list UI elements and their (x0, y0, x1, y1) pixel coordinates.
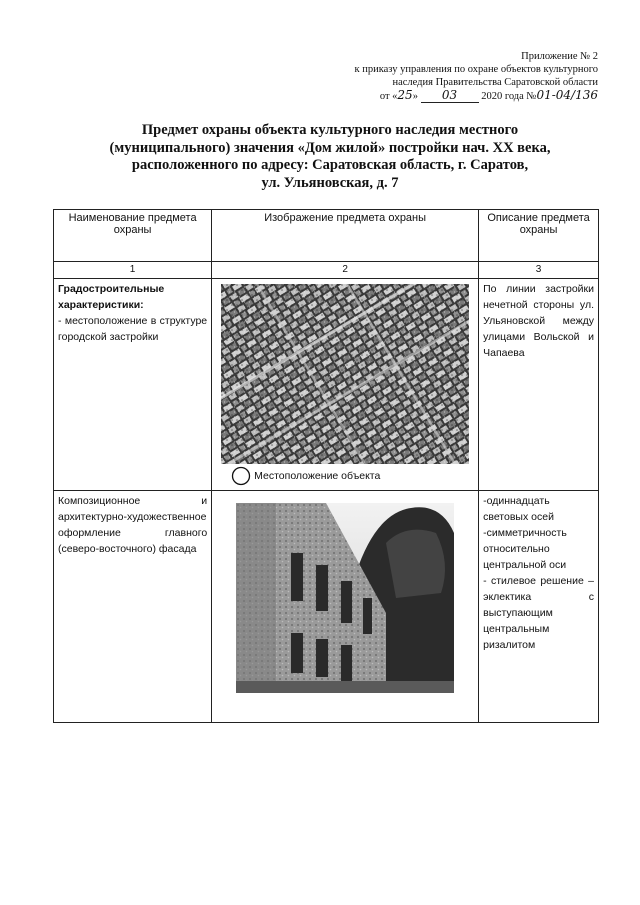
header-description: Описание предмета охраны (479, 210, 599, 262)
appendix-line-1: Приложение № 2 (521, 51, 598, 62)
row1-image-cell (212, 279, 479, 491)
column-number-1: 1 (54, 262, 212, 279)
title-line-4: ул. Ульяновская, д. 7 (261, 174, 399, 191)
row2-description-item: - стилевое решение – эклектика с выступающим центральным ризалитом (483, 575, 594, 651)
title-line-1: Предмет охраны объекта культурного наследия местного (141, 122, 519, 138)
row2-description-item: -симметричность относительно центральной оси (483, 527, 567, 571)
appendix-line-3: наследия Правительства Саратовской области (392, 77, 598, 88)
row2-image-cell (212, 491, 479, 723)
title-line-3: расположенного по адресу: Саратовская область, г. Саратов, (131, 157, 529, 173)
row2-description-cell (479, 491, 599, 723)
row1-name-rest: - местоположение в структуре городской застройки (58, 315, 208, 343)
row1-description: По линии застройки нечетной стороны ул. Ульяновской между улицами Вольской и Чапаева (479, 279, 599, 491)
appendix-line-2: к приказу управления по охране объектов культурного (354, 64, 598, 75)
appendix-header (318, 50, 598, 103)
date-month: 03 (421, 89, 479, 103)
appendix-date-line (318, 89, 598, 103)
protection-subject-table (53, 209, 599, 723)
table-header-row (54, 210, 599, 262)
row2-description-item: -одиннадцать световых осей (483, 495, 554, 523)
map-legend-caption: Местоположение объекта (254, 470, 381, 482)
table-row (54, 279, 599, 491)
order-number: 01-04/136 (536, 88, 598, 102)
column-number-2: 2 (212, 262, 479, 279)
header-image: Изображение предмета охраны (212, 210, 479, 262)
row1-name-title: Градостроительные характеристики: (58, 283, 165, 311)
column-number-3: 3 (479, 262, 599, 279)
title-line-2: (муниципального) значения «Дом жилой» постройки нач. XX века, (109, 139, 551, 156)
map-legend (231, 466, 475, 486)
table-row (54, 491, 599, 723)
table-number-row (54, 262, 599, 279)
aerial-map-image (221, 284, 469, 464)
date-day: 25 (397, 88, 413, 102)
row1-name-cell (54, 279, 212, 491)
date-prefix: от « (379, 91, 398, 102)
row2-name: Композиционное и архитектурно-художественное оформление главного (северо-восточного) фасада (54, 491, 212, 723)
header-name: Наименование предмета охраны (54, 210, 212, 262)
document-title (60, 122, 600, 192)
location-circle-icon (231, 466, 251, 486)
date-year-text: 2020 года № (481, 91, 537, 102)
date-mid: » (412, 91, 418, 102)
facade-photo-image (236, 503, 454, 693)
